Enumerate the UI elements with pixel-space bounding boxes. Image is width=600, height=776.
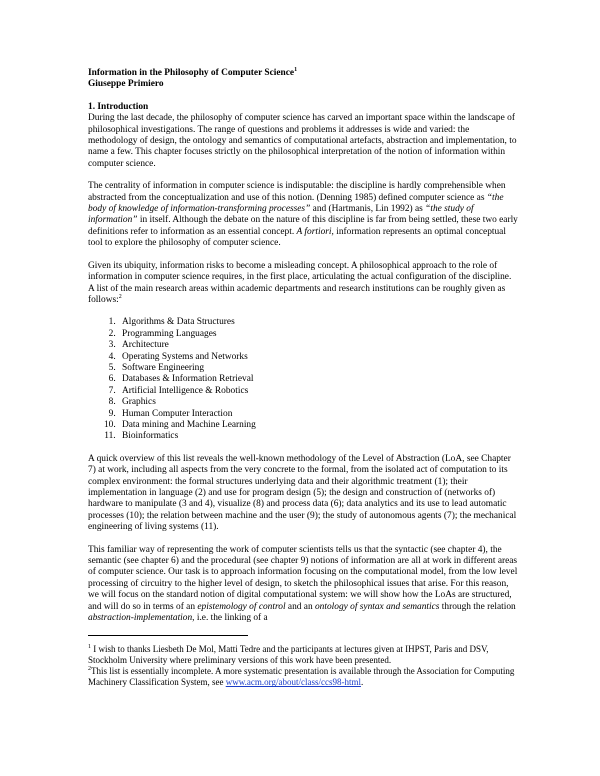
- paragraph-overview: A quick overview of this list reveals the well-known methodology of the Level of Abstraction (LoA, see Chapter 7) at work, including all aspects from the very concrete to the formal, from the isolated act of computation to its complex environment: the formal structures underlying data and their algorithmic treatment (1); their implementation in language (2) and use for program design (5); the design and construction of (networks of) hardware to manipulate (3 and 4), visualize (8) and process data (6); data analytics and its use to lead automatic processes (10); the relation between machine and the user (9); the study of autonomous agents (7); the mechanical engineering of living systems (11).: [88, 453, 517, 533]
- paragraph-intro: During the last decade, the philosophy of computer science has carved an important space within the landscape of philosophical investigations. The range of questions and problems it addresses is wide and varied: the methodology of design, the ontology and semantics of computational artefacts, abstraction and implementation, to name a few. This chapter focuses strictly on the philosophical interpretation of the notion of information within computer science.: [88, 113, 517, 169]
- footnote-divider: [88, 635, 248, 636]
- list-item: 1. Algorithms & Data Structures: [118, 317, 518, 328]
- footnote-ref-2: 2: [118, 293, 122, 300]
- list-item: 10. Data mining and Machine Learning: [118, 420, 518, 431]
- list-item: 9. Human Computer Interaction: [118, 409, 518, 420]
- footnote-1: $^1$ I wish to thanks Liesbeth De Mol, Matti Tedre and the participants at lectures given at IHPST, Paris and DSV, Stockholm University where preliminary versions of this work have been presented.: [88, 644, 489, 666]
- footnotes: [88, 644, 518, 688]
- list-item: 11. Bioinformatics: [118, 431, 518, 442]
- footnote-2: $^2$This list is essentially incomplete. A more systematic presentation is available through the Association for Computing Machinery Classification System, see www.acm.org/about/class/ccs98-html.: [88, 666, 515, 688]
- list-item: 3. Architecture: [118, 340, 518, 351]
- list-item: 6. Databases & Information Retrieval: [118, 374, 518, 385]
- paragraph-ubiquity: Given its ubiquity, information risks to become a misleading concept. A philosophical approach to the role of information in computer science requires, in the first place, articulating the actual configuration of the discipline. A list of the main research areas within academic departments and research institutions can be roughly given as follows:$^2$: [88, 260, 512, 305]
- research-areas-list: [88, 317, 518, 442]
- title-footnote-ref: 1: [294, 66, 298, 73]
- list-item: 2. Programming Languages: [118, 329, 518, 340]
- acm-classification-link[interactable]: www.acm.org/about/class/ccs98-html: [225, 677, 361, 688]
- document-page: [88, 68, 518, 688]
- list-item: 8. Graphics: [118, 397, 518, 408]
- list-item: 5. Software Engineering: [118, 363, 518, 374]
- document-title: Information in the Philosophy of Computer Science$^1$: [88, 66, 298, 78]
- author-name: Giuseppe Primiero: [88, 79, 164, 90]
- list-item: 7. Artificial Intelligence & Robotics: [118, 386, 518, 397]
- section-heading: 1. Introduction: [88, 101, 149, 112]
- paragraph-centrality: The centrality of information in computer science is indisputable: the discipline is hardly comprehensible when abstracted from the conceptualization and use of this notion. (Denning 1985) defined computer science as “the body of knowledge of information-transforming processes” and (Hartmanis, Lin 1992) as “the study of information” in itself. Although the debate on the nature of this discipline is far from being settled, these two early definitions refer to information as an essential concept. A fortiori, information represents an optimal conceptual tool to explore the philosophy of computer science.: [88, 181, 518, 249]
- paragraph-familiar: This familiar way of representing the work of computer scientists tells us that the syntactic (see chapter 4), the semantic (see chapter 6) and the procedural (see chapter 9) notions of information are all at work in different areas of computer science. Our task is to approach information focusing on the computational model, from the low level processing of circuitry to the higher level of design, to sketch the philosophical issues that arise. For this reason, we will focus on the standard notion of digital computational system: we will show how the LoAs are structured, and will do so in terms of an epistemology of control and an ontology of syntax and semantics through the relation abstraction-implementation, i.e. the linking of a: [88, 544, 518, 624]
- list-item: 4. Operating Systems and Networks: [118, 352, 518, 363]
